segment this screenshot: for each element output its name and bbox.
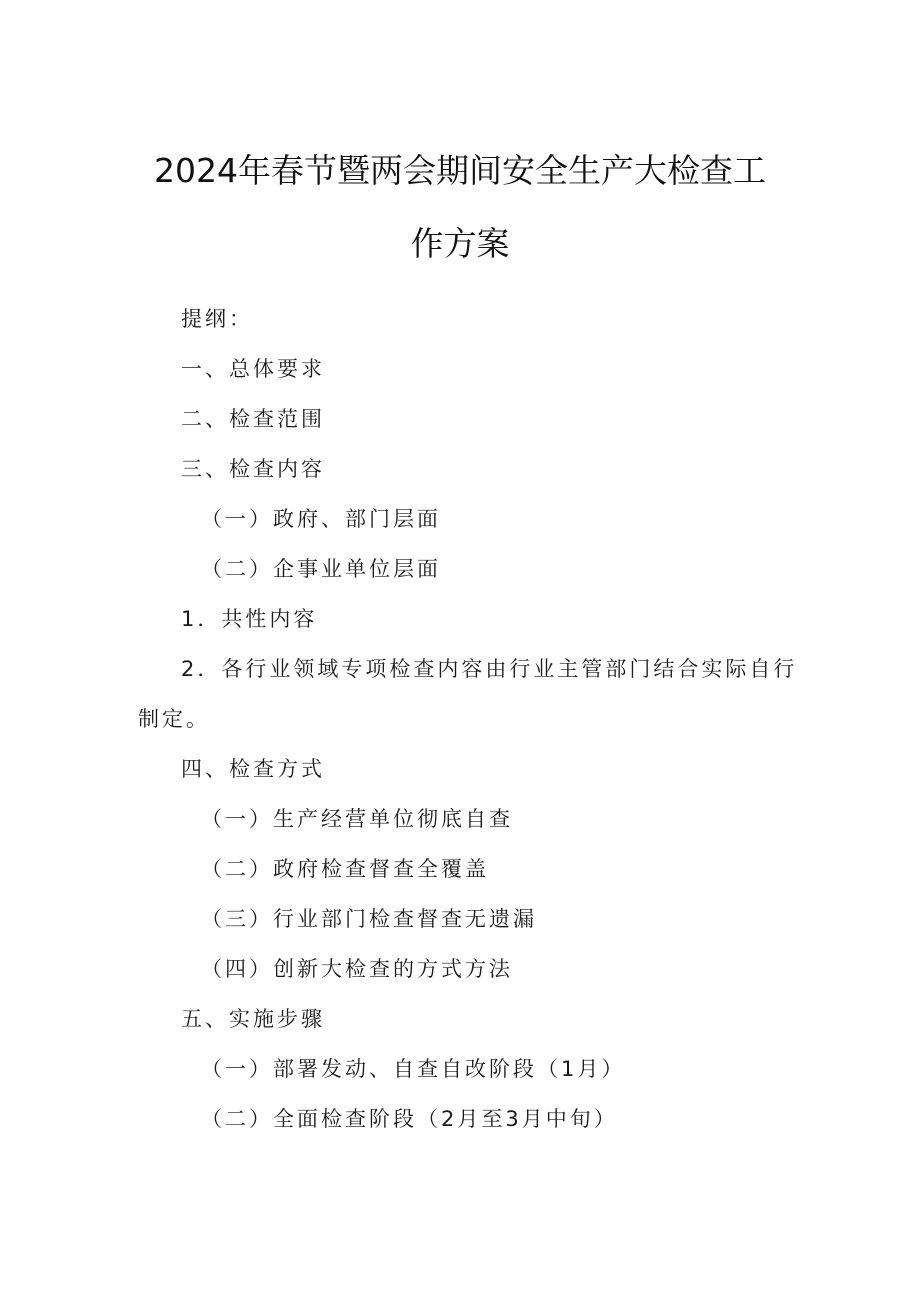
- document-title-line-2: 作方案: [410, 224, 510, 263]
- outline-item-2: 二、检查范围: [181, 407, 325, 431]
- outline-numbered-2-continuation: 制定。: [138, 707, 210, 731]
- outline-subitem-4-4: （四）创新大检查的方式方法: [201, 957, 513, 981]
- outline-subitem-5-1: （一）部署发动、自查自改阶段（1月）: [201, 1057, 626, 1081]
- outline-item-4: 四、检查方式: [181, 757, 325, 781]
- outline-subitem-5-2: （二）全面检查阶段（2月至3月中旬）: [201, 1107, 618, 1131]
- outline-item-5: 五、实施步骤: [181, 1007, 325, 1031]
- outline-numbered-1: 1．共性内容: [181, 607, 318, 631]
- document-title-line-1: 2024年春节暨两会期间安全生产大检查工: [154, 151, 766, 190]
- outline-subitem-3-1: （一）政府、部门层面: [201, 507, 441, 531]
- outline-item-1: 一、总体要求: [181, 357, 325, 381]
- outline-subitem-4-1: （一）生产经营单位彻底自查: [201, 807, 513, 831]
- outline-subitem-3-2: （二）企事业单位层面: [201, 557, 441, 581]
- outline-label: 提纲：: [181, 307, 253, 331]
- outline-subitem-4-3: （三）行业部门检查督查无遗漏: [201, 907, 537, 931]
- outline-subitem-4-2: （二）政府检查督查全覆盖: [201, 857, 489, 881]
- outline-item-3: 三、检查内容: [181, 457, 325, 481]
- outline-numbered-2: 2．各行业领域专项检查内容由行业主管部门结合实际自行: [181, 657, 798, 681]
